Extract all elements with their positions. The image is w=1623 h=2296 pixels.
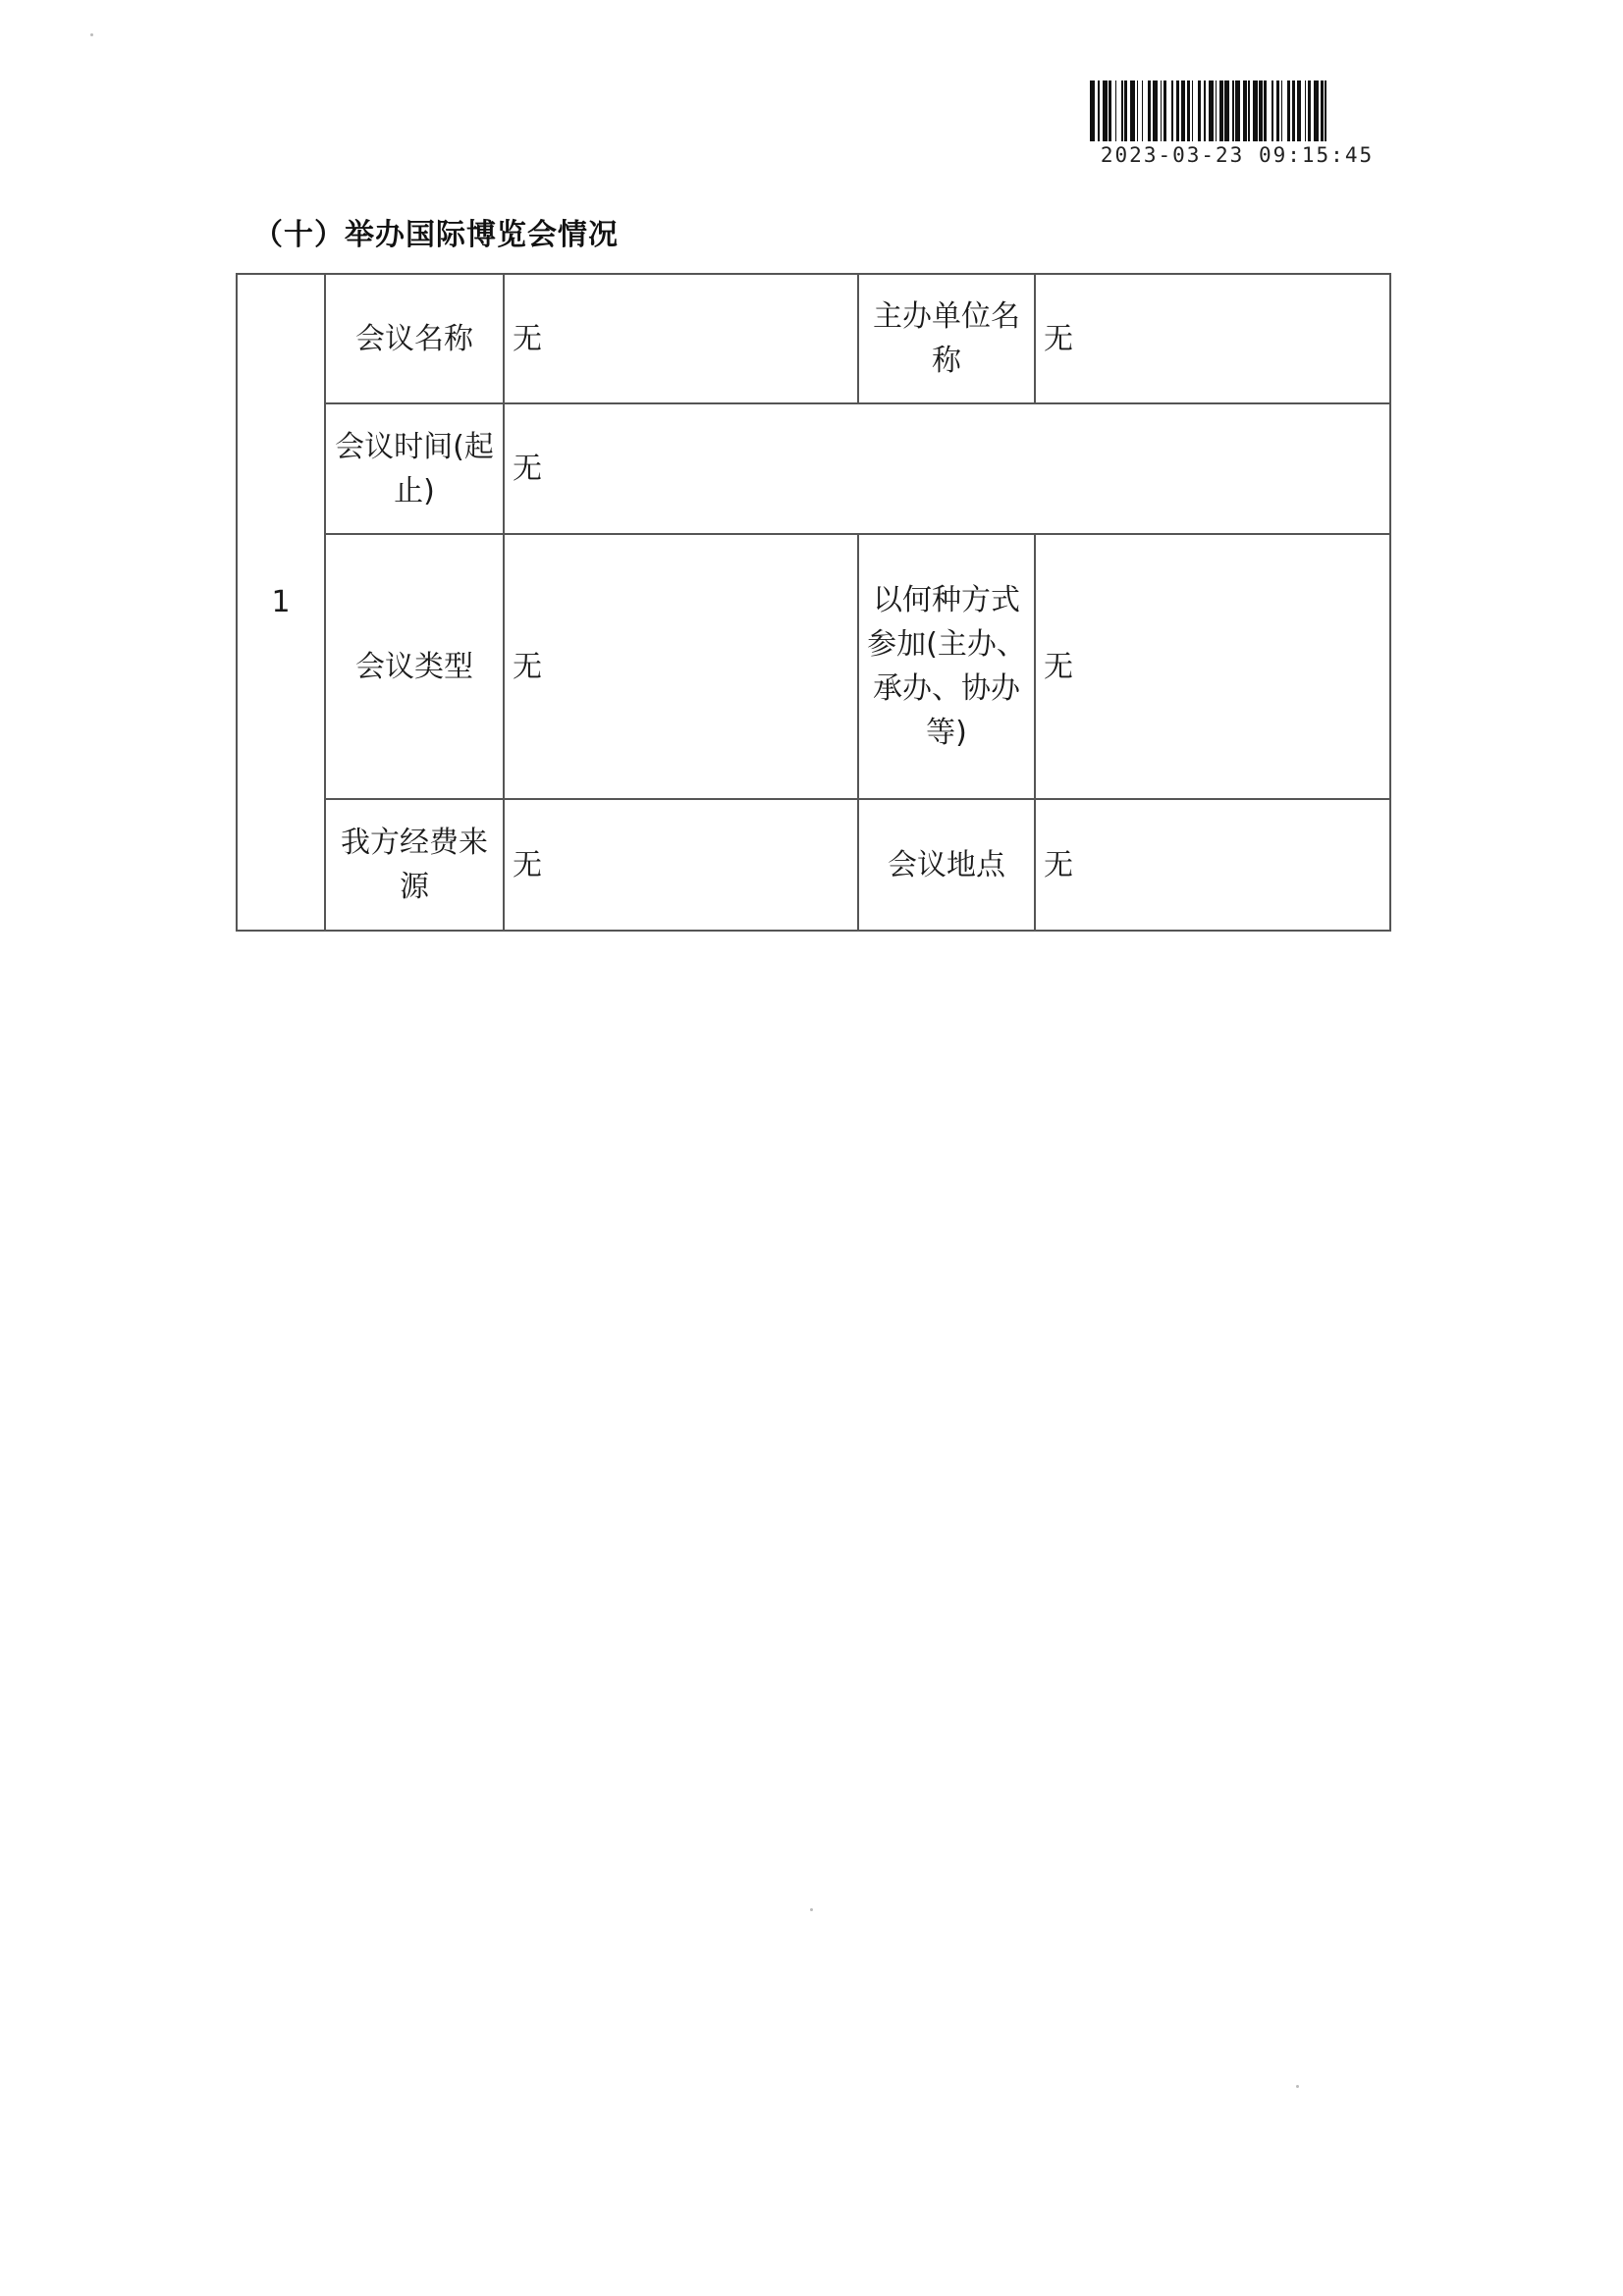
print-timestamp: 2023-03-23 09:15:45 <box>1100 143 1375 167</box>
scan-speck <box>90 33 93 36</box>
organizer-name-value: 无 <box>1035 274 1390 403</box>
meeting-type-value: 无 <box>504 534 858 799</box>
meeting-location-value: 无 <box>1035 799 1390 931</box>
meeting-time-value: 无 <box>504 403 1390 534</box>
funding-source-value: 无 <box>504 799 858 931</box>
table-row <box>237 534 1390 799</box>
meeting-name-value: 无 <box>504 274 858 403</box>
funding-source-label: 我方经费来源 <box>325 799 504 931</box>
meeting-type-label: 会议类型 <box>325 534 504 799</box>
table-row <box>237 799 1390 931</box>
row-index: 1 <box>237 274 325 931</box>
scan-speck <box>1296 2085 1299 2088</box>
meeting-location-label: 会议地点 <box>858 799 1035 931</box>
expo-info-table <box>236 273 1391 932</box>
barcode-gap <box>1326 80 1331 141</box>
table-row <box>237 274 1390 403</box>
meeting-time-label: 会议时间(起止) <box>325 403 504 534</box>
meeting-name-label: 会议名称 <box>325 274 504 403</box>
barcode-icon <box>1090 80 1384 141</box>
table-row <box>237 403 1390 534</box>
organizer-name-label: 主办单位名称 <box>858 274 1035 403</box>
participation-mode-label: 以何种方式参加(主办、承办、协办等) <box>858 534 1035 799</box>
scan-speck <box>810 1908 813 1911</box>
participation-mode-value: 无 <box>1035 534 1390 799</box>
section-heading: （十）举办国际博览会情况 <box>253 218 619 252</box>
